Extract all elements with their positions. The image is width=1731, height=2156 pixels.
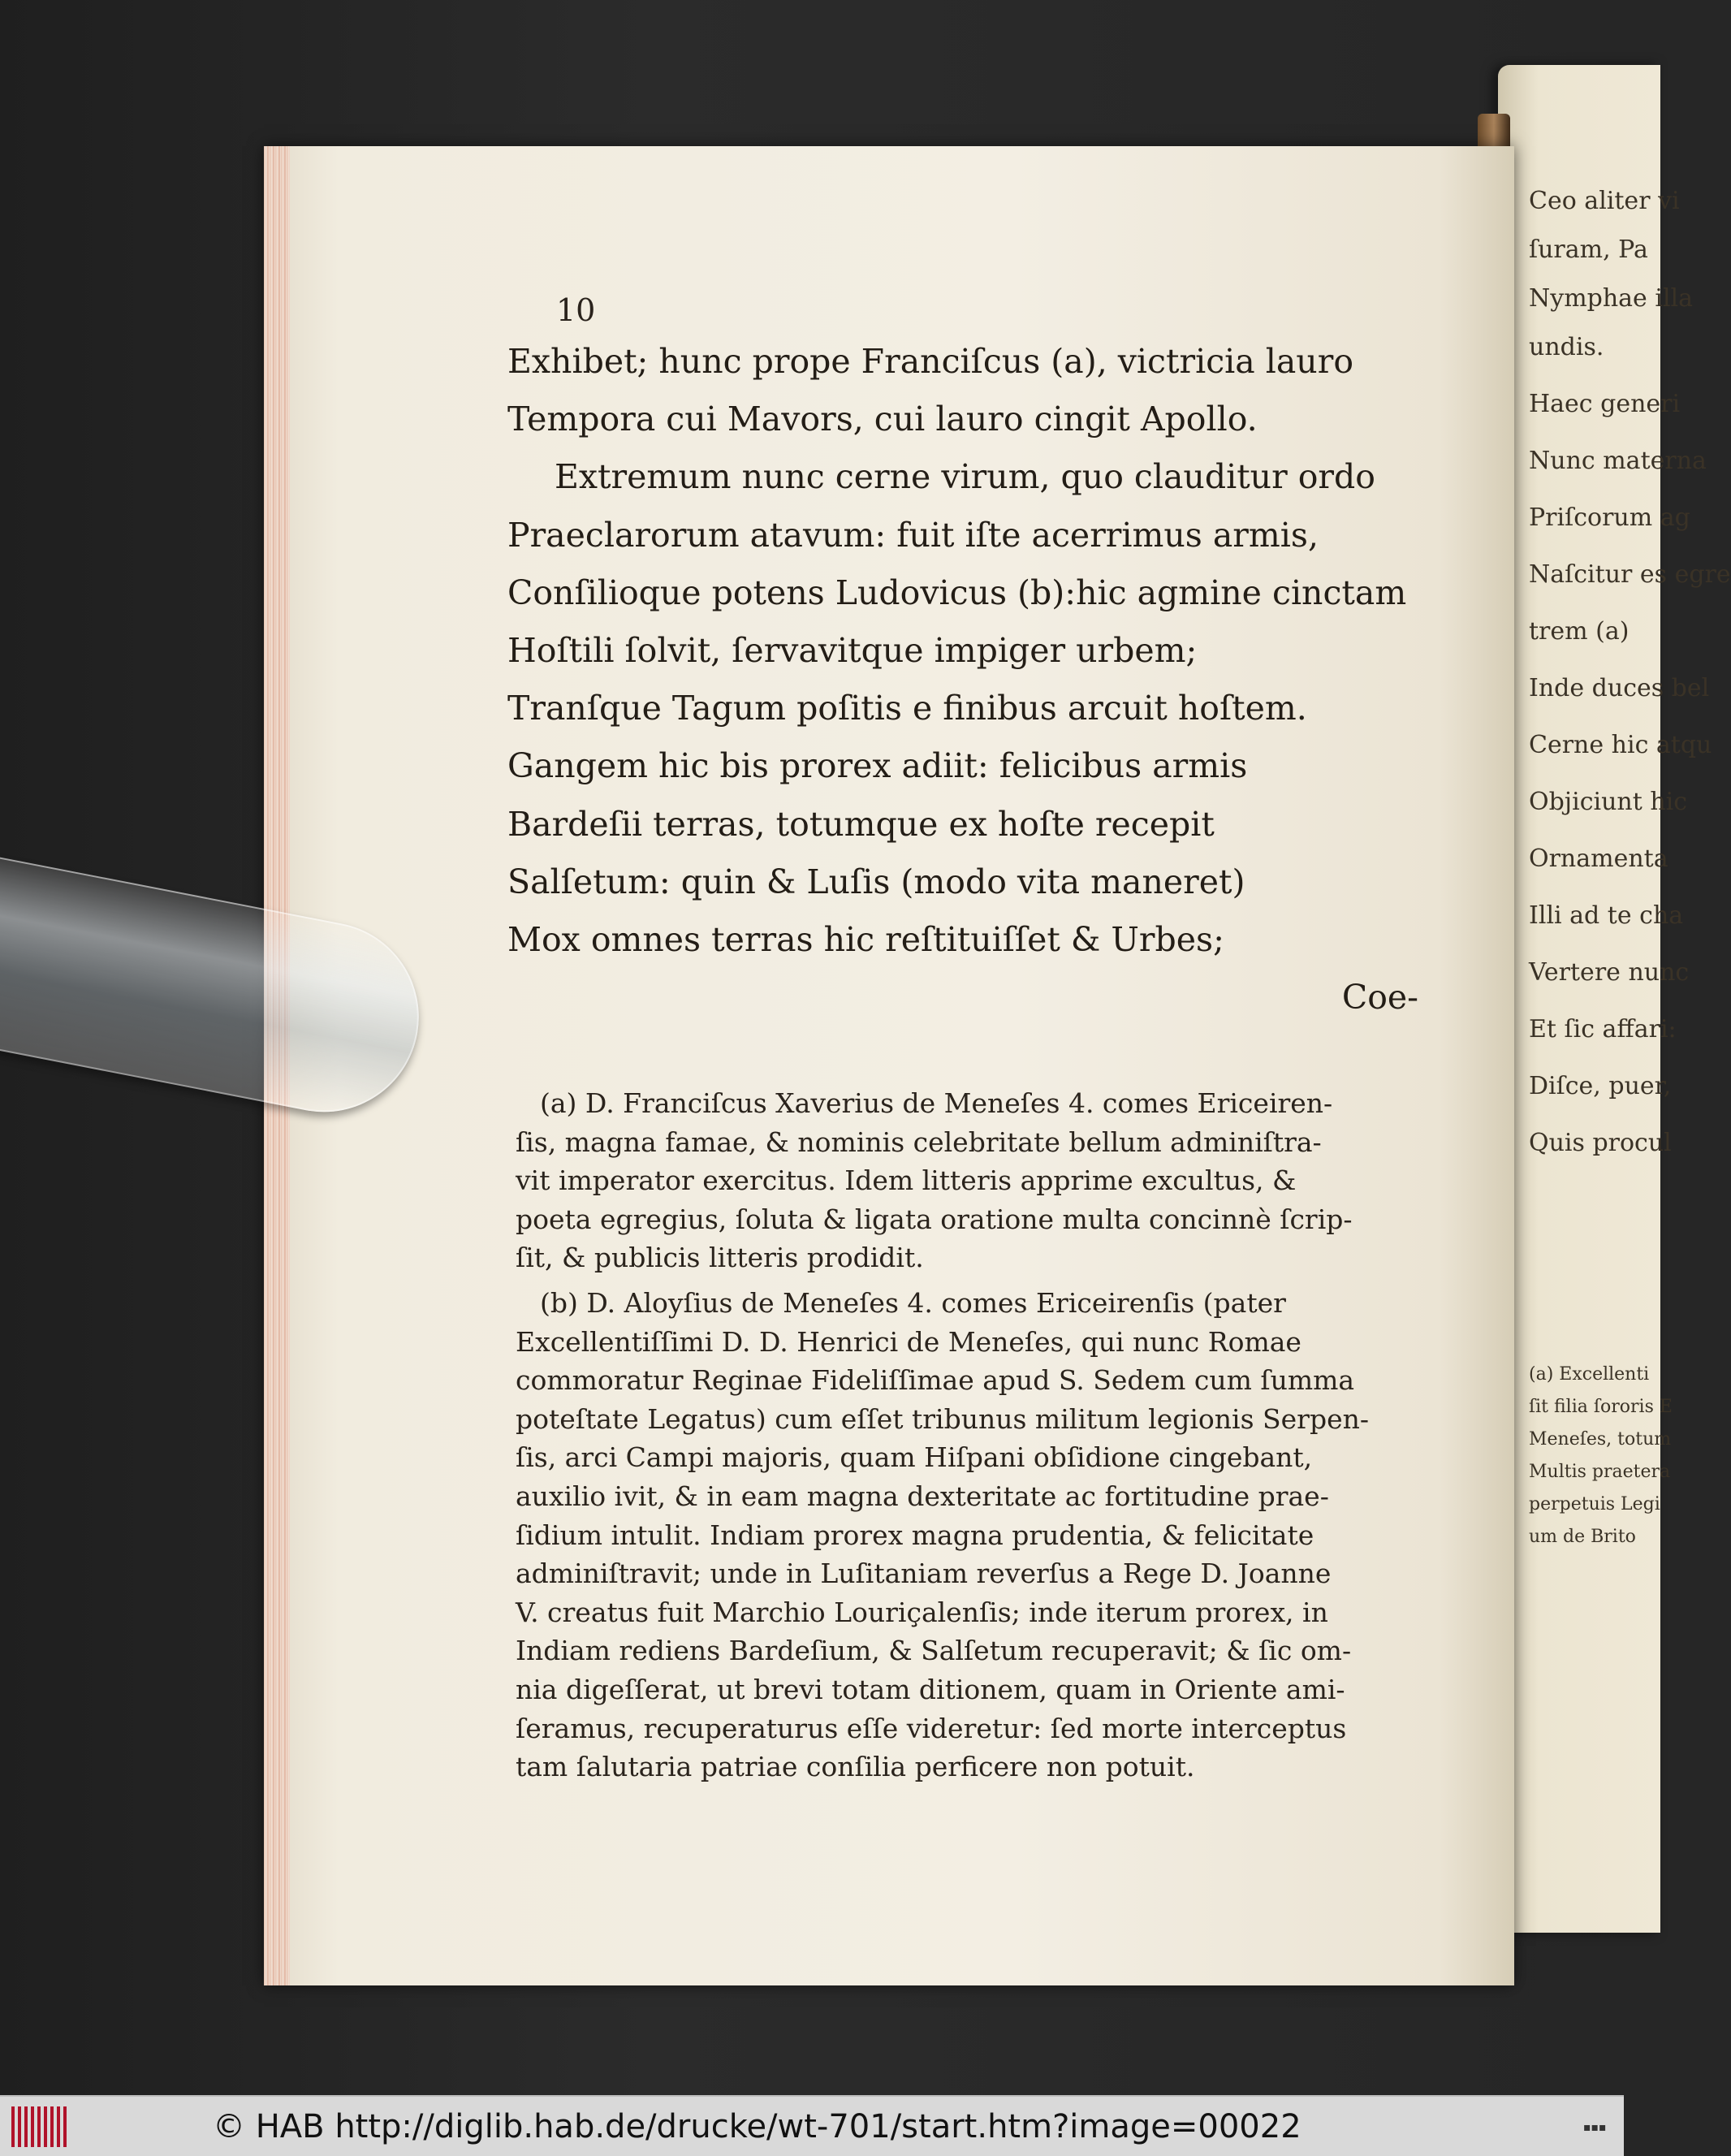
verse-line: Tranſque Tagum poſitis e finibus arcuit hoſtem. [507,689,1307,728]
verse-block [507,333,1425,1026]
verse-line: Exhibet; hunc prope Franciſcus (a), victricia lauro [507,342,1353,381]
verse-line: Hoſtili ſolvit, ſervavitque impiger urbem; [507,630,1198,670]
facing-fragment: Et ſic affari: [1529,1015,1677,1043]
facing-fragment: Haec generi [1529,390,1681,418]
corner-mark-icon: ▪▪▪ [1583,2121,1607,2134]
verse-line: Tempora cui Mavors, cui lauro cingit Apollo. [507,400,1258,439]
footnote-b-line: nia digeſſerat, ut brevi totam ditionem, quam in Oriente ami- [516,1673,1345,1705]
footnote-b-line: Indiam rediens Bardeſium, & Salſetum recuperavit; & ſic om- [516,1635,1352,1667]
facing-fragment: (a) Excellenti [1529,1364,1650,1385]
footnotes [516,1084,1437,1787]
facing-fragment: perpetuis Legi [1529,1494,1660,1514]
facing-fragment: ſuram, Pa [1529,235,1648,264]
facing-fragment: Objiciunt hic [1529,788,1688,816]
verse-line: Conſilioque potens Ludovicus (b):hic agmine cinctam [507,572,1407,612]
footnote-b-line: ſis, arci Campi majoris, quam Hiſpani obſidione cingebant, [516,1441,1313,1474]
footnote-gap [516,1277,1437,1284]
facing-fragment: Quis procul [1529,1129,1672,1157]
verse-line: Gangem hic bis prorex adiit: felicibus armis [507,746,1248,786]
footnote-b-line: commoratur Reginae Fideliſſimae apud S. Sedem cum ſumma [516,1364,1355,1397]
facing-fragment: Meneſes, totum [1529,1429,1672,1450]
facing-fragment: trem (a) [1529,617,1630,646]
facing-fragment: Ornamenta [1529,845,1668,873]
footnote-b-line: (b) D. Aloyſius de Meneſes 4. comes Ericeirenſis (pater [540,1286,1286,1319]
footnote-b-line: ſeramus, recuperaturus eſſe videretur: ſed morte interceptus [516,1712,1347,1744]
facing-fragment: undis. [1529,333,1604,361]
facing-fragment: Vertere nunc [1529,958,1690,987]
verse-line: Extremum nunc cerne virum, quo clauditur ordo [555,457,1375,497]
footnote-a-line: ſit, & publicis litteris prodidit. [516,1242,924,1274]
footnote-b-line: Excellentiſſimi D. D. Henrici de Meneſes, qui nunc Romae [516,1325,1301,1358]
verse-line: Mox omnes terras hic reſtituiſſet & Urbes; [507,919,1224,959]
facing-fragment: Inde duces bel [1529,674,1710,702]
facing-fragment: Multis praetera [1529,1462,1671,1482]
footnote-a-line: poeta egregius, ſoluta & ligata oratione multa concinnè ſcrip- [516,1203,1353,1235]
facing-fragment: Diſce, puer, [1529,1072,1672,1100]
footnote-a-line: vit imperator exercitus. Idem litteris apprime excultus, & [516,1164,1297,1197]
footnote-b-line: poteſtate Legatus) cum eſſet tribunus militum legionis Serpen- [516,1402,1370,1435]
facing-fragment: Naſcitur es egre [1529,560,1731,589]
facing-page-right [1498,65,1731,1933]
facing-fragment: Nunc materna [1529,447,1707,475]
verse-line: Bardeſii terras, totumque ex hoſte recepit [507,804,1215,844]
footer-credit-link[interactable]: © HAB http://diglib.hab.de/drucke/wt-701/start.htm?image=00022 [213,2108,1301,2145]
facing-fragment: Nymphae illa [1529,284,1694,313]
verse-line: Praeclarorum atavum: fuit iſte acerrimus armis, [507,515,1319,555]
book-page [264,146,1514,1985]
footnote-a-line: (a) D. Franciſcus Xaverius de Meneſes 4. comes Ericeiren- [540,1087,1333,1119]
hab-logo-icon [11,2106,68,2147]
footer-bar [0,2095,1624,2156]
facing-fragment: um de Brito [1529,1527,1636,1547]
facing-fragment: Priſcorum ag [1529,503,1690,532]
footnote-b-line: V. creatus fuit Marchio Louriçalenſis; inde iterum prorex, in [516,1596,1328,1628]
footnote-b-line: adminiſtravit; unde in Luſitaniam reverſus a Rege D. Joanne [516,1558,1332,1590]
footnote-b-line: auxilio ivit, & in eam magna dexteritate ac fortitudine prae- [516,1480,1329,1512]
verse-line: Salſetum: quin & Luſis (modo vita maneret) [507,862,1245,901]
facing-fragment: Ceo aliter vi [1529,187,1680,215]
page-number: 10 [556,292,596,328]
facing-fragment: ſit filia ſororis E [1529,1397,1673,1417]
facing-fragment: Cerne hic atqu [1529,731,1712,759]
footnote-b-line: tam ſalutaria patriae conſilia perficere non potuit. [516,1751,1195,1783]
catchword: Coe- [1341,978,1418,1018]
footnote-b-line: ſidium intulit. Indiam prorex magna prudentia, & felicitate [516,1519,1314,1551]
facing-fragment: Illi ad te cha [1529,901,1684,930]
footnote-a-line: ſis, magna famae, & nominis celebritate bellum adminiſtra- [516,1126,1322,1158]
